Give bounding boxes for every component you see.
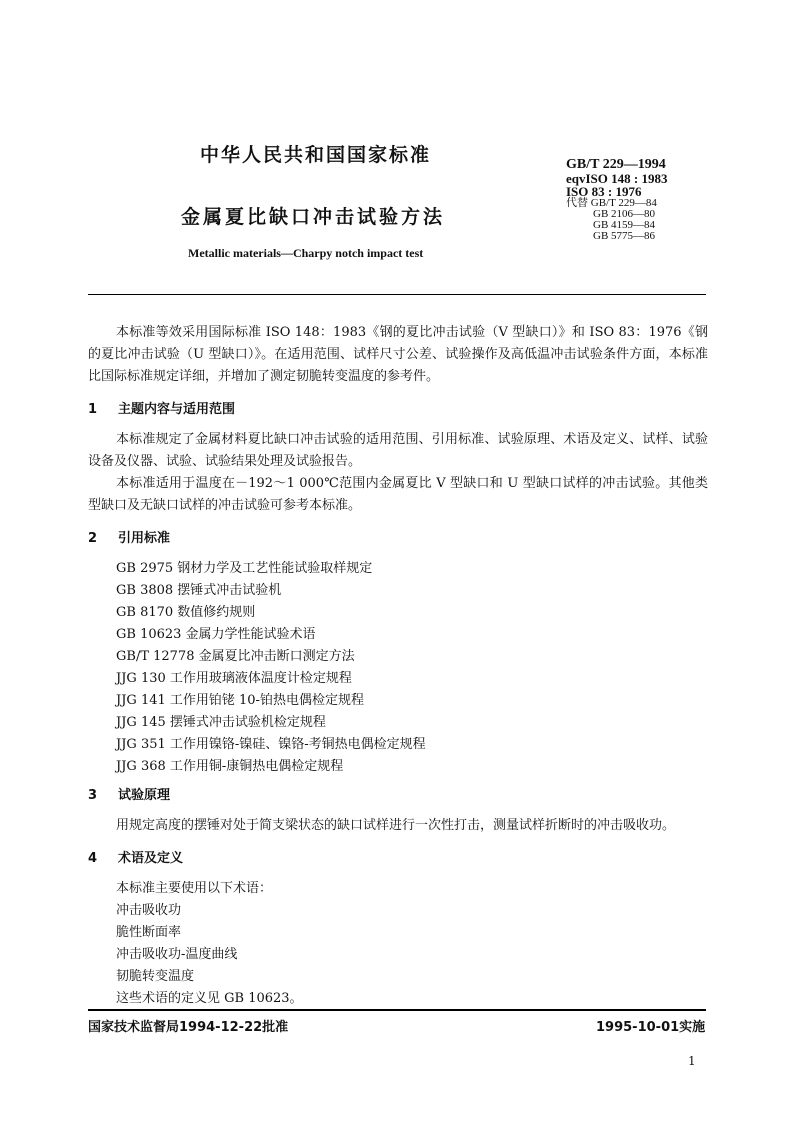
term-item: 脆性断面率 — [116, 925, 182, 940]
reference-item: GB/T 12778 金属夏比冲击断口测定方法 — [116, 649, 355, 664]
national-standard-heading: 中华人民共和国国家标准 — [200, 144, 432, 166]
reference-item: JJG 130 工作用玻璃液体温度计检定规程 — [116, 671, 352, 686]
term-item: 冲击吸收功-温度曲线 — [116, 947, 238, 962]
replaces-code: GB/T 229—84 — [590, 197, 657, 209]
reference-item: GB 2975 钢材力学及工艺性能试验取样规定 — [116, 561, 373, 576]
section-2 — [88, 528, 708, 778]
implementation-date: 1995-10-01实施 — [596, 1020, 706, 1035]
reference-item: JJG 145 摆锤式冲击试验机检定规程 — [116, 715, 326, 730]
reference-item: GB 8170 数值修约规则 — [116, 605, 256, 620]
section-heading — [88, 848, 708, 870]
reference-item: JJG 351 工作用镍铬-镍硅、镍铬-考铜热电偶检定规程 — [116, 737, 426, 752]
reference-item: GB 10623 金属力学性能试验术语 — [116, 627, 316, 642]
section-heading — [88, 399, 708, 421]
reference-item: GB 3808 摆锤式冲击试验机 — [116, 583, 282, 598]
term-item: 韧脆转变温度 — [116, 969, 195, 984]
replaces-code: GB 4159—84 — [593, 219, 656, 231]
replaces-code: GB 2106—80 — [593, 208, 656, 220]
section-number: 1 — [88, 402, 98, 417]
iso-code: ISO 83 : 1976 — [566, 184, 642, 199]
intro-paragraph: 本标准等效采用国际标准 ISO 148：1983《钢的夏比冲击试验（V 型缺口）》和 ISO 83：1976《钢的夏比冲击试验（U 型缺口）》。在适用范围、试样尺寸公差、试验操作及高低温冲击试验条件方面，本标准比国际标准规定详细，并增加了测定韧脆转变温度的参考件。 — [88, 325, 708, 384]
section-title: 主题内容与适用范围 — [118, 402, 236, 417]
header-divider — [88, 294, 706, 295]
term-item: 这些术语的定义见 GB 10623。 — [116, 991, 303, 1006]
footer-divider — [88, 1009, 706, 1011]
page-number: 1 — [688, 1054, 696, 1068]
section-1 — [88, 399, 708, 517]
term-item: 冲击吸收功 — [116, 903, 182, 918]
reference-item: JJG 141 工作用铂铑 10-铂热电偶检定规程 — [116, 693, 364, 708]
replaces-code: GB 5775—86 — [593, 230, 656, 242]
gb-code: GB/T 229—1994 — [566, 157, 666, 172]
paragraph: 本标准规定了金属材料夏比缺口冲击试验的适用范围、引用标准、试验原理、术语及定义、试样、试验设备及仪器、试验、试验结果处理及试验报告。 — [88, 432, 708, 469]
intro-section — [88, 322, 708, 388]
reference-item: JJG 368 工作用铜-康铜热电偶检定规程 — [116, 759, 344, 774]
standard-codes-block — [566, 157, 667, 242]
eqv-code: eqvISO 148 : 1983 — [566, 171, 668, 186]
section-3 — [88, 785, 708, 837]
section-number: 3 — [88, 788, 98, 803]
section-title: 术语及定义 — [118, 851, 184, 866]
section-number: 4 — [88, 851, 98, 866]
term-item: 本标准主要使用以下术语： — [116, 881, 273, 896]
replaces-label: 代替 — [566, 197, 588, 209]
paragraph: 本标准适用于温度在－192～1 000℃范围内金属夏比 V 型缺口和 U 型缺口试样的冲击试验。其他类型缺口及无缺口试样的冲击试验可参考本标准。 — [88, 476, 708, 513]
paragraph: 用规定高度的摆锤对处于简支梁状态的缺口试样进行一次性打击，测量试样折断时的冲击吸收功。 — [116, 818, 676, 833]
section-number: 2 — [88, 531, 98, 546]
document-title-cn: 金属夏比缺口冲击试验方法 — [181, 206, 446, 228]
approval-date: 国家技术监督局1994-12-22批准 — [88, 1020, 289, 1035]
document-title-en: Metallic materials—Charpy notch impact test — [188, 246, 424, 260]
section-title: 引用标准 — [118, 531, 171, 546]
section-4 — [88, 848, 708, 1010]
section-heading — [88, 528, 708, 550]
section-heading — [88, 785, 708, 807]
section-title: 试验原理 — [118, 788, 171, 803]
